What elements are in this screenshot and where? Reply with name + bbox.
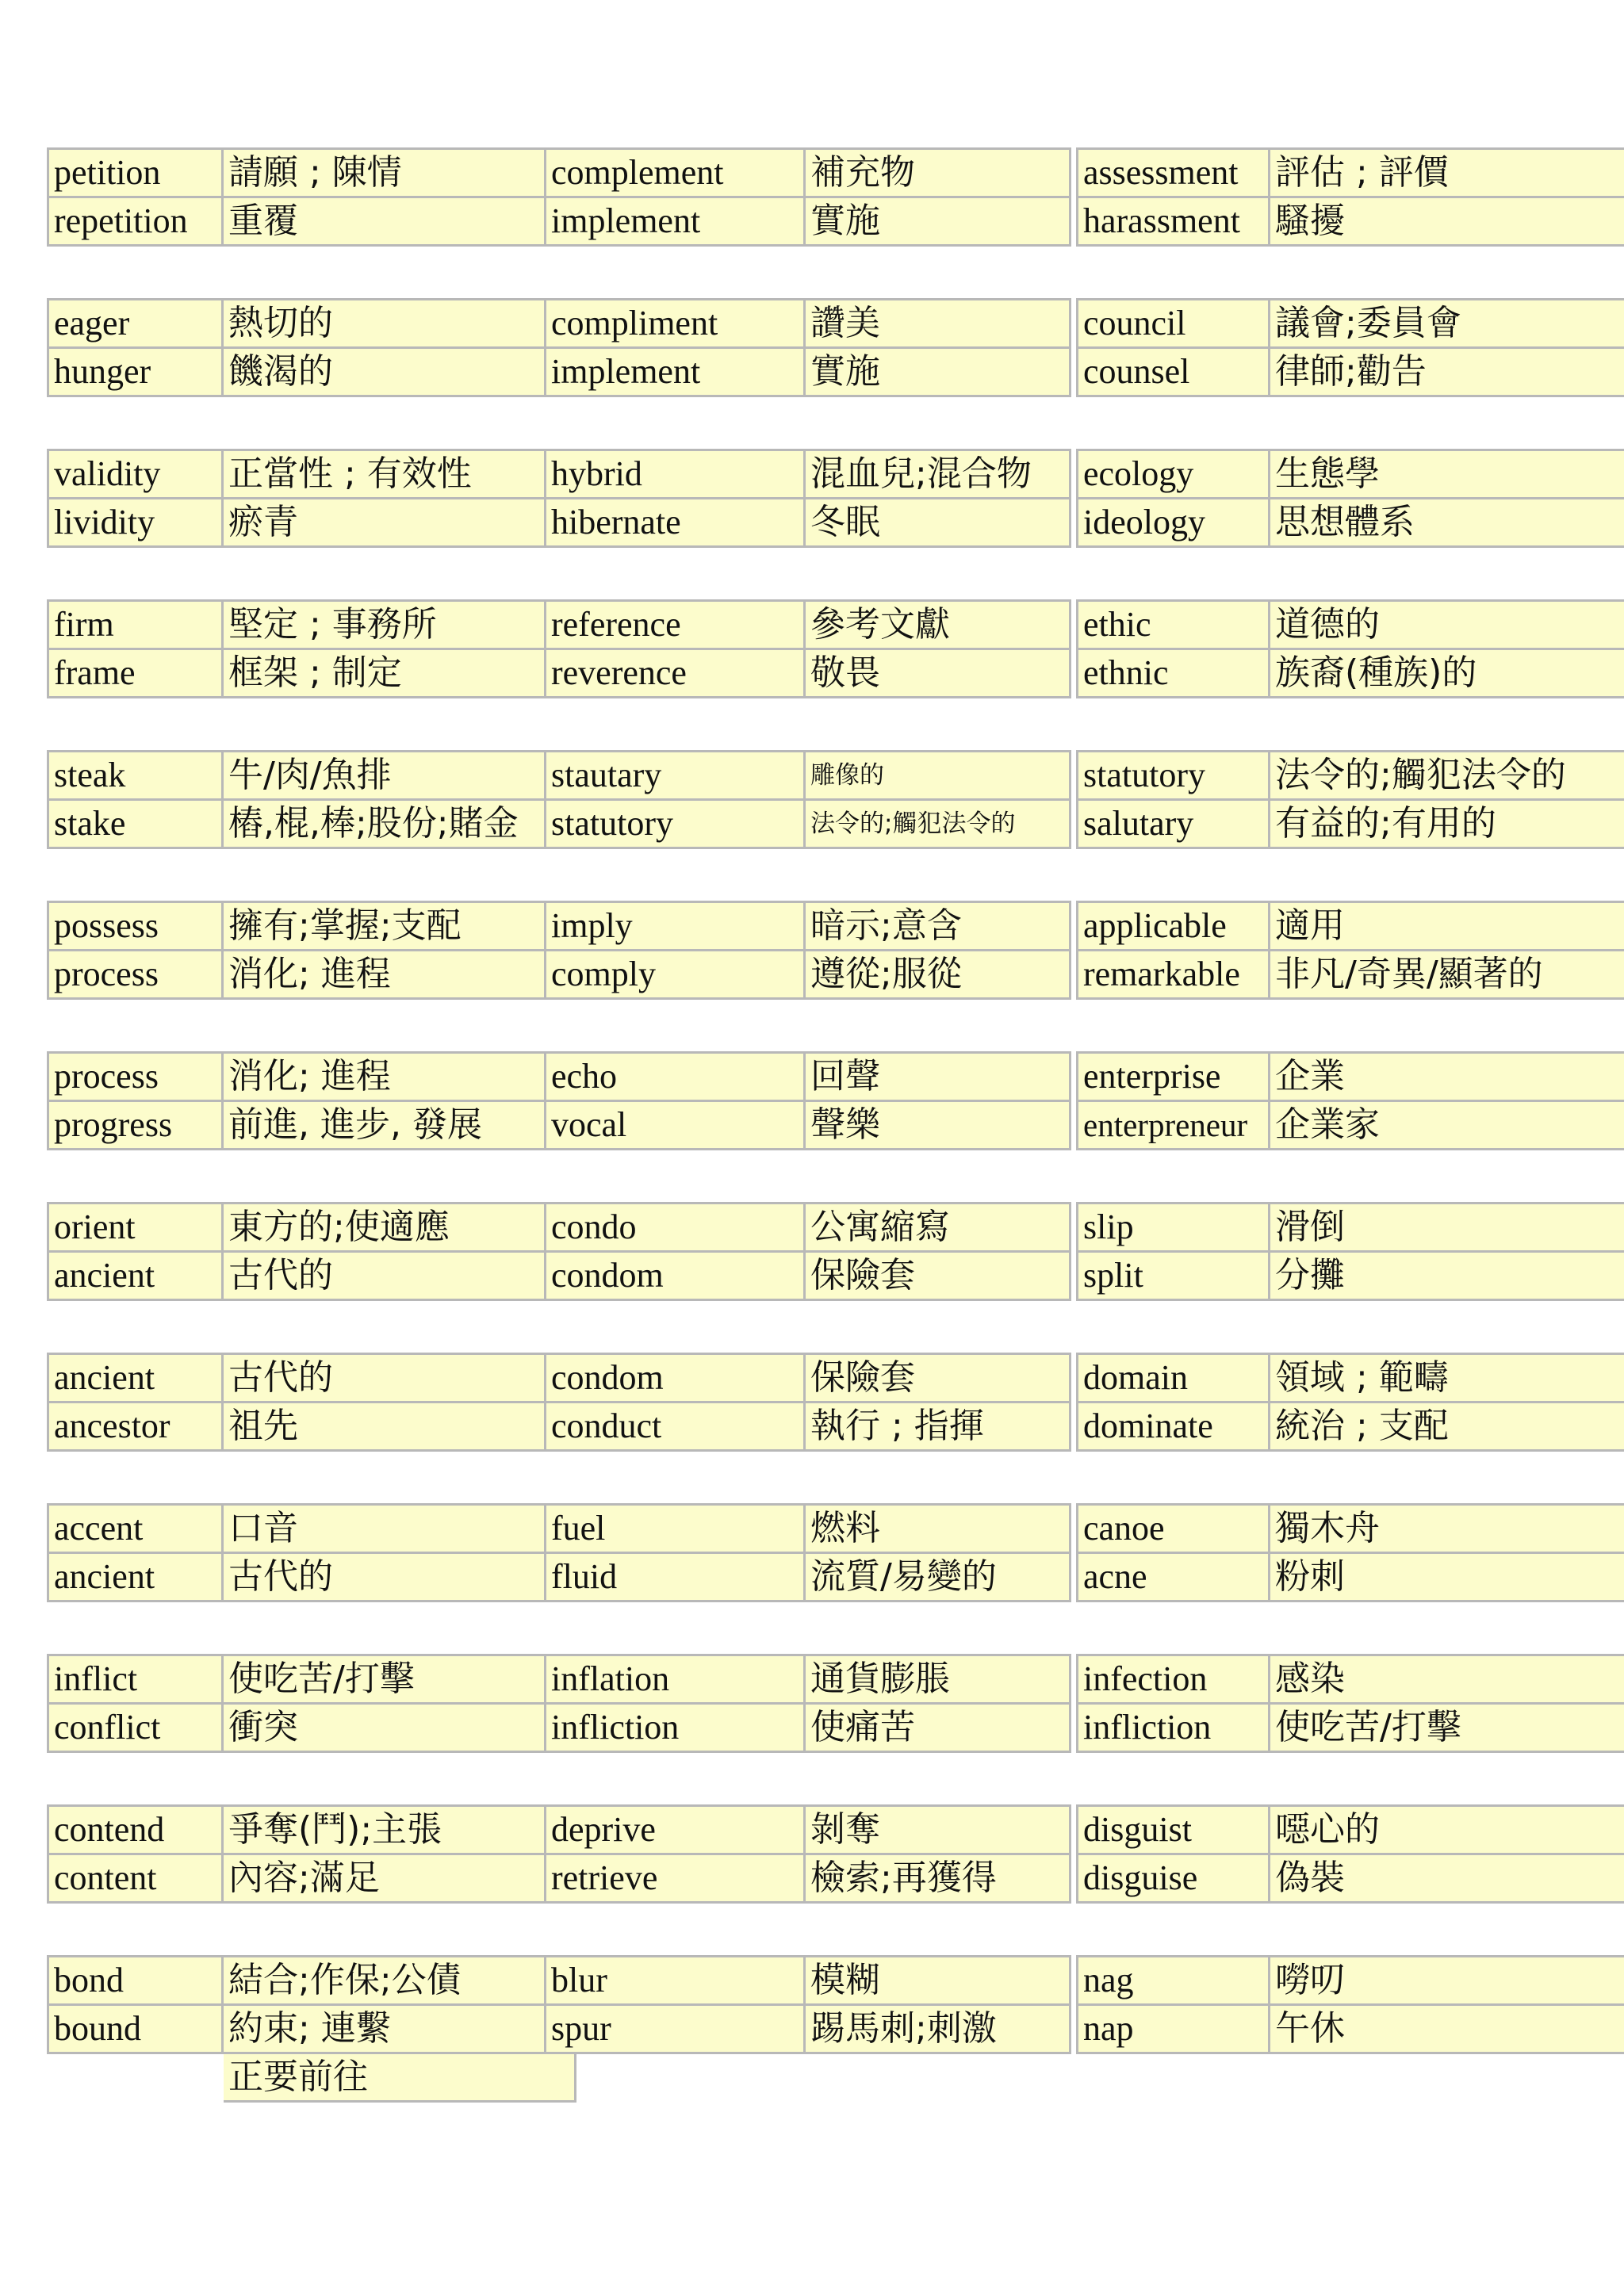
- word-pair-card: [1076, 449, 1624, 548]
- english-word: ancient: [48, 1252, 223, 1300]
- table-row: [1078, 197, 1624, 246]
- word-pair-card: [1076, 1503, 1624, 1602]
- english-word: hibernate: [546, 499, 805, 547]
- chinese-meaning: 重覆: [223, 197, 576, 246]
- chinese-meaning: 騷擾: [1270, 197, 1624, 246]
- chinese-meaning: 通貨膨脹: [805, 1655, 1071, 1704]
- table-row: [546, 348, 1071, 396]
- english-word: eager: [48, 300, 223, 348]
- chinese-meaning: 使吃苦/打擊: [1270, 1704, 1624, 1752]
- english-word: firm: [48, 601, 223, 649]
- english-word: conduct: [546, 1402, 805, 1451]
- table-row: [48, 1854, 576, 1903]
- table-row: [48, 752, 576, 800]
- chinese-meaning: 保險套: [805, 1354, 1071, 1402]
- chinese-meaning: 堅定 ; 事務所: [223, 601, 576, 649]
- table-row: [48, 300, 576, 348]
- chinese-meaning: 實施: [805, 348, 1071, 396]
- table-row: [546, 450, 1071, 499]
- english-word: ecology: [1078, 450, 1270, 499]
- table-row: [1078, 1854, 1624, 1903]
- table-row: [546, 649, 1071, 698]
- chinese-meaning: 統治 ; 支配: [1270, 1402, 1624, 1451]
- chinese-meaning: 衝突: [223, 1704, 576, 1752]
- table-row: [48, 1203, 576, 1252]
- table-row: [546, 300, 1071, 348]
- english-word: conflict: [48, 1704, 223, 1752]
- english-word: enterprise: [1078, 1053, 1270, 1101]
- word-pair-card: [544, 1804, 1071, 1904]
- table-row: [1078, 1053, 1624, 1101]
- chinese-meaning: 補充物: [805, 149, 1071, 197]
- chinese-meaning: 適用: [1270, 902, 1624, 951]
- english-word: counsel: [1078, 348, 1270, 396]
- chinese-meaning: 饑渴的: [223, 348, 576, 396]
- chinese-meaning: 思想體系: [1270, 499, 1624, 547]
- table-row: [1078, 1806, 1624, 1854]
- english-word: harassment: [1078, 197, 1270, 246]
- word-pair-card: [1076, 1202, 1624, 1301]
- chinese-meaning: 正要前往: [223, 2053, 576, 2102]
- chinese-meaning: 踢馬刺;刺激: [805, 2005, 1071, 2053]
- word-pair-card: [1076, 901, 1624, 1000]
- table-row: [1078, 1957, 1624, 2005]
- english-word: stautary: [546, 752, 805, 800]
- table-row: [48, 1553, 576, 1601]
- chinese-meaning: 瘀青: [223, 499, 576, 547]
- english-word: ancestor: [48, 1402, 223, 1451]
- chinese-meaning: 道德的: [1270, 601, 1624, 649]
- english-word: content: [48, 1854, 223, 1903]
- chinese-meaning: 敬畏: [805, 649, 1071, 698]
- table-row: [1078, 1505, 1624, 1553]
- word-pair-card: [1076, 147, 1624, 247]
- table-row: [48, 149, 576, 197]
- table-row: [1078, 2005, 1624, 2053]
- table-row: [48, 1505, 576, 1553]
- table-row: [48, 1806, 576, 1854]
- table-row: [48, 2005, 576, 2053]
- word-pair-card: [47, 1051, 576, 1150]
- table-row: [546, 1854, 1071, 1903]
- chinese-meaning: 流質/易變的: [805, 1553, 1071, 1601]
- english-word: canoe: [1078, 1505, 1270, 1553]
- english-word: enterpreneur: [1078, 1101, 1270, 1150]
- table-row: [546, 1101, 1071, 1150]
- chinese-meaning: 議會;委員會: [1270, 300, 1624, 348]
- table-row: [546, 1402, 1071, 1451]
- chinese-meaning: 約束; 連繫: [223, 2005, 576, 2053]
- english-word: ancient: [48, 1354, 223, 1402]
- english-word: ethnic: [1078, 649, 1270, 698]
- chinese-meaning: 法令的;觸犯法令的: [805, 800, 1071, 848]
- table-row: [1078, 1203, 1624, 1252]
- table-row: [546, 1806, 1071, 1854]
- chinese-meaning: 消化; 進程: [223, 1053, 576, 1101]
- chinese-meaning: 古代的: [223, 1252, 576, 1300]
- english-word: dominate: [1078, 1402, 1270, 1451]
- chinese-meaning: 保險套: [805, 1252, 1071, 1300]
- word-pair-card: [544, 750, 1071, 849]
- chinese-meaning: 擁有;掌握;支配: [223, 902, 576, 951]
- english-word: bond: [48, 1957, 223, 2005]
- english-word: infliction: [1078, 1704, 1270, 1752]
- table-row: [48, 1402, 576, 1451]
- english-word: bound: [48, 2005, 223, 2053]
- table-row: [1078, 951, 1624, 999]
- english-word: applicable: [1078, 902, 1270, 951]
- table-row: [546, 149, 1071, 197]
- chinese-meaning: 內容;滿足: [223, 1854, 576, 1903]
- chinese-meaning: 口音: [223, 1505, 576, 1553]
- table-row: [48, 2053, 576, 2102]
- english-word: validity: [48, 450, 223, 499]
- english-word: accent: [48, 1505, 223, 1553]
- english-word: orient: [48, 1203, 223, 1252]
- word-pair-card: [544, 449, 1071, 548]
- english-word: hunger: [48, 348, 223, 396]
- chinese-meaning: 評估 ; 評價: [1270, 149, 1624, 197]
- table-row: [1078, 1553, 1624, 1601]
- table-row: [48, 1354, 576, 1402]
- english-word: reference: [546, 601, 805, 649]
- word-pair-card: [47, 147, 576, 247]
- table-row: [546, 1053, 1071, 1101]
- table-row: [546, 499, 1071, 547]
- english-word: condom: [546, 1354, 805, 1402]
- english-word: repetition: [48, 197, 223, 246]
- table-row: [48, 1252, 576, 1300]
- english-word: reverence: [546, 649, 805, 698]
- table-row: [48, 601, 576, 649]
- word-pair-card: [544, 1955, 1071, 2054]
- english-word: domain: [1078, 1354, 1270, 1402]
- word-pair-card: [544, 1654, 1071, 1753]
- english-word: spur: [546, 2005, 805, 2053]
- word-pair-card: [1076, 750, 1624, 849]
- english-word: salutary: [1078, 800, 1270, 848]
- table-row: [48, 800, 576, 848]
- chinese-meaning: 讚美: [805, 300, 1071, 348]
- english-word: nap: [1078, 2005, 1270, 2053]
- english-word: hybrid: [546, 450, 805, 499]
- english-word: process: [48, 951, 223, 999]
- word-pair-card: [47, 1503, 576, 1602]
- table-row: [546, 197, 1071, 246]
- word-pair-card: [1076, 1804, 1624, 1904]
- chinese-meaning: 實施: [805, 197, 1071, 246]
- chinese-meaning: 古代的: [223, 1553, 576, 1601]
- word-pair-card: [544, 901, 1071, 1000]
- word-pair-card: [1076, 599, 1624, 698]
- english-word: ethic: [1078, 601, 1270, 649]
- chinese-meaning: 獨木舟: [1270, 1505, 1624, 1553]
- chinese-meaning: 消化; 進程: [223, 951, 576, 999]
- word-pair-card: [1076, 1654, 1624, 1753]
- chinese-meaning: 東方的;使適應: [223, 1203, 576, 1252]
- word-pair-card: [544, 147, 1071, 247]
- english-word: ancient: [48, 1553, 223, 1601]
- word-pair-card: [544, 298, 1071, 397]
- chinese-meaning: 領域 ; 範疇: [1270, 1354, 1624, 1402]
- chinese-meaning: 企業家: [1270, 1101, 1624, 1150]
- english-word: council: [1078, 300, 1270, 348]
- chinese-meaning: 法令的;觸犯法令的: [1270, 752, 1624, 800]
- chinese-meaning: 雕像的: [805, 752, 1071, 800]
- table-row: [1078, 1252, 1624, 1300]
- chinese-meaning: 滑倒: [1270, 1203, 1624, 1252]
- word-pair-card: [47, 1955, 576, 2103]
- english-word: implement: [546, 348, 805, 396]
- table-row: [546, 1354, 1071, 1402]
- english-word: slip: [1078, 1203, 1270, 1252]
- chinese-meaning: 使吃苦/打擊: [223, 1655, 576, 1704]
- table-row: [546, 2005, 1071, 2053]
- word-pair-card: [47, 1804, 576, 1904]
- table-row: [1078, 1655, 1624, 1704]
- english-word: steak: [48, 752, 223, 800]
- chinese-meaning: 框架 ; 制定: [223, 649, 576, 698]
- english-word: imply: [546, 902, 805, 951]
- chinese-meaning: 爭奪(鬥);主張: [223, 1806, 576, 1854]
- chinese-meaning: 生態學: [1270, 450, 1624, 499]
- table-row: [1078, 300, 1624, 348]
- table-row: [48, 1101, 576, 1150]
- english-word: acne: [1078, 1553, 1270, 1601]
- table-row: [546, 1505, 1071, 1553]
- english-word: [48, 2053, 223, 2102]
- table-row: [48, 450, 576, 499]
- table-row: [546, 800, 1071, 848]
- table-row: [546, 1704, 1071, 1752]
- table-row: [1078, 902, 1624, 951]
- english-word: assessment: [1078, 149, 1270, 197]
- chinese-meaning: 噁心的: [1270, 1806, 1624, 1854]
- english-word: disguist: [1078, 1806, 1270, 1854]
- table-row: [48, 951, 576, 999]
- english-word: ideology: [1078, 499, 1270, 547]
- english-word: compliment: [546, 300, 805, 348]
- chinese-meaning: 牛/肉/魚排: [223, 752, 576, 800]
- table-row: [546, 902, 1071, 951]
- table-row: [48, 649, 576, 698]
- table-row: [48, 348, 576, 396]
- english-word: retrieve: [546, 1854, 805, 1903]
- english-word: petition: [48, 149, 223, 197]
- table-row: [1078, 1704, 1624, 1752]
- word-pair-card: [544, 599, 1071, 698]
- chinese-meaning: 感染: [1270, 1655, 1624, 1704]
- table-row: [48, 1704, 576, 1752]
- chinese-meaning: 偽裝: [1270, 1854, 1624, 1903]
- word-pair-card: [1076, 1051, 1624, 1150]
- chinese-meaning: 混血兒;混合物: [805, 450, 1071, 499]
- table-row: [1078, 1402, 1624, 1451]
- table-row: [1078, 499, 1624, 547]
- chinese-meaning: 古代的: [223, 1354, 576, 1402]
- chinese-meaning: 有益的;有用的: [1270, 800, 1624, 848]
- chinese-meaning: 回聲: [805, 1053, 1071, 1101]
- english-word: progress: [48, 1101, 223, 1150]
- table-row: [546, 951, 1071, 999]
- english-word: inflation: [546, 1655, 805, 1704]
- table-row: [48, 1655, 576, 1704]
- word-pair-card: [47, 750, 576, 849]
- english-word: contend: [48, 1806, 223, 1854]
- english-word: split: [1078, 1252, 1270, 1300]
- chinese-meaning: 嘮叨: [1270, 1957, 1624, 2005]
- english-word: remarkable: [1078, 951, 1270, 999]
- table-row: [48, 1957, 576, 2005]
- english-word: implement: [546, 197, 805, 246]
- chinese-meaning: 結合;作保;公債: [223, 1957, 576, 2005]
- word-pair-card: [47, 1202, 576, 1301]
- english-word: nag: [1078, 1957, 1270, 2005]
- english-word: fuel: [546, 1505, 805, 1553]
- table-row: [546, 752, 1071, 800]
- table-row: [1078, 149, 1624, 197]
- word-pair-card: [47, 1654, 576, 1753]
- english-word: condom: [546, 1252, 805, 1300]
- table-row: [1078, 1101, 1624, 1150]
- chinese-meaning: 使痛苦: [805, 1704, 1071, 1752]
- english-word: condo: [546, 1203, 805, 1252]
- table-row: [48, 1053, 576, 1101]
- chinese-meaning: 燃料: [805, 1505, 1071, 1553]
- english-word: possess: [48, 902, 223, 951]
- english-word: infliction: [546, 1704, 805, 1752]
- table-row: [48, 902, 576, 951]
- chinese-meaning: 模糊: [805, 1957, 1071, 2005]
- table-row: [1078, 601, 1624, 649]
- english-word: statutory: [1078, 752, 1270, 800]
- english-word: blur: [546, 1957, 805, 2005]
- chinese-meaning: 冬眠: [805, 499, 1071, 547]
- word-pair-card: [47, 449, 576, 548]
- table-row: [546, 1203, 1071, 1252]
- chinese-meaning: 遵從;服從: [805, 951, 1071, 999]
- chinese-meaning: 非凡/奇異/顯著的: [1270, 951, 1624, 999]
- english-word: comply: [546, 951, 805, 999]
- table-row: [546, 1553, 1071, 1601]
- chinese-meaning: 前進, 進步, 發展: [223, 1101, 576, 1150]
- chinese-meaning: 族裔(種族)的: [1270, 649, 1624, 698]
- word-pair-card: [1076, 1353, 1624, 1452]
- word-pair-card: [47, 1353, 576, 1452]
- english-word: disguise: [1078, 1854, 1270, 1903]
- english-word: infection: [1078, 1655, 1270, 1704]
- table-row: [1078, 1354, 1624, 1402]
- chinese-meaning: 熱切的: [223, 300, 576, 348]
- table-row: [546, 1655, 1071, 1704]
- word-pair-card: [544, 1503, 1071, 1602]
- table-row: [546, 601, 1071, 649]
- chinese-meaning: 參考文獻: [805, 601, 1071, 649]
- chinese-meaning: 檢索;再獲得: [805, 1854, 1071, 1903]
- chinese-meaning: 粉刺: [1270, 1553, 1624, 1601]
- word-pair-card: [544, 1353, 1071, 1452]
- english-word: stake: [48, 800, 223, 848]
- word-pair-card: [1076, 1955, 1624, 2054]
- table-row: [546, 1252, 1071, 1300]
- english-word: statutory: [546, 800, 805, 848]
- chinese-meaning: 公寓縮寫: [805, 1203, 1071, 1252]
- chinese-meaning: 企業: [1270, 1053, 1624, 1101]
- chinese-meaning: 樁,棍,棒;股份;賭金: [223, 800, 576, 848]
- table-row: [1078, 649, 1624, 698]
- word-pair-card: [47, 599, 576, 698]
- english-word: process: [48, 1053, 223, 1101]
- table-row: [1078, 348, 1624, 396]
- english-word: vocal: [546, 1101, 805, 1150]
- chinese-meaning: 請願 ; 陳情: [223, 149, 576, 197]
- table-row: [546, 1957, 1071, 2005]
- english-word: lividity: [48, 499, 223, 547]
- table-row: [48, 499, 576, 547]
- english-word: deprive: [546, 1806, 805, 1854]
- chinese-meaning: 執行 ; 指揮: [805, 1402, 1071, 1451]
- chinese-meaning: 午休: [1270, 2005, 1624, 2053]
- chinese-meaning: 祖先: [223, 1402, 576, 1451]
- chinese-meaning: 剝奪: [805, 1806, 1071, 1854]
- table-row: [1078, 752, 1624, 800]
- word-pair-card: [544, 1202, 1071, 1301]
- english-word: inflict: [48, 1655, 223, 1704]
- chinese-meaning: 聲樂: [805, 1101, 1071, 1150]
- chinese-meaning: 分攤: [1270, 1252, 1624, 1300]
- english-word: echo: [546, 1053, 805, 1101]
- word-pair-card: [544, 1051, 1071, 1150]
- chinese-meaning: 正當性 ; 有效性: [223, 450, 576, 499]
- table-row: [48, 197, 576, 246]
- word-pair-card: [1076, 298, 1624, 397]
- chinese-meaning: 暗示;意含: [805, 902, 1071, 951]
- chinese-meaning: 律師;勸告: [1270, 348, 1624, 396]
- word-pair-card: [47, 901, 576, 1000]
- word-pair-card: [47, 298, 576, 397]
- english-word: frame: [48, 649, 223, 698]
- table-row: [1078, 450, 1624, 499]
- table-row: [1078, 800, 1624, 848]
- english-word: complement: [546, 149, 805, 197]
- english-word: fluid: [546, 1553, 805, 1601]
